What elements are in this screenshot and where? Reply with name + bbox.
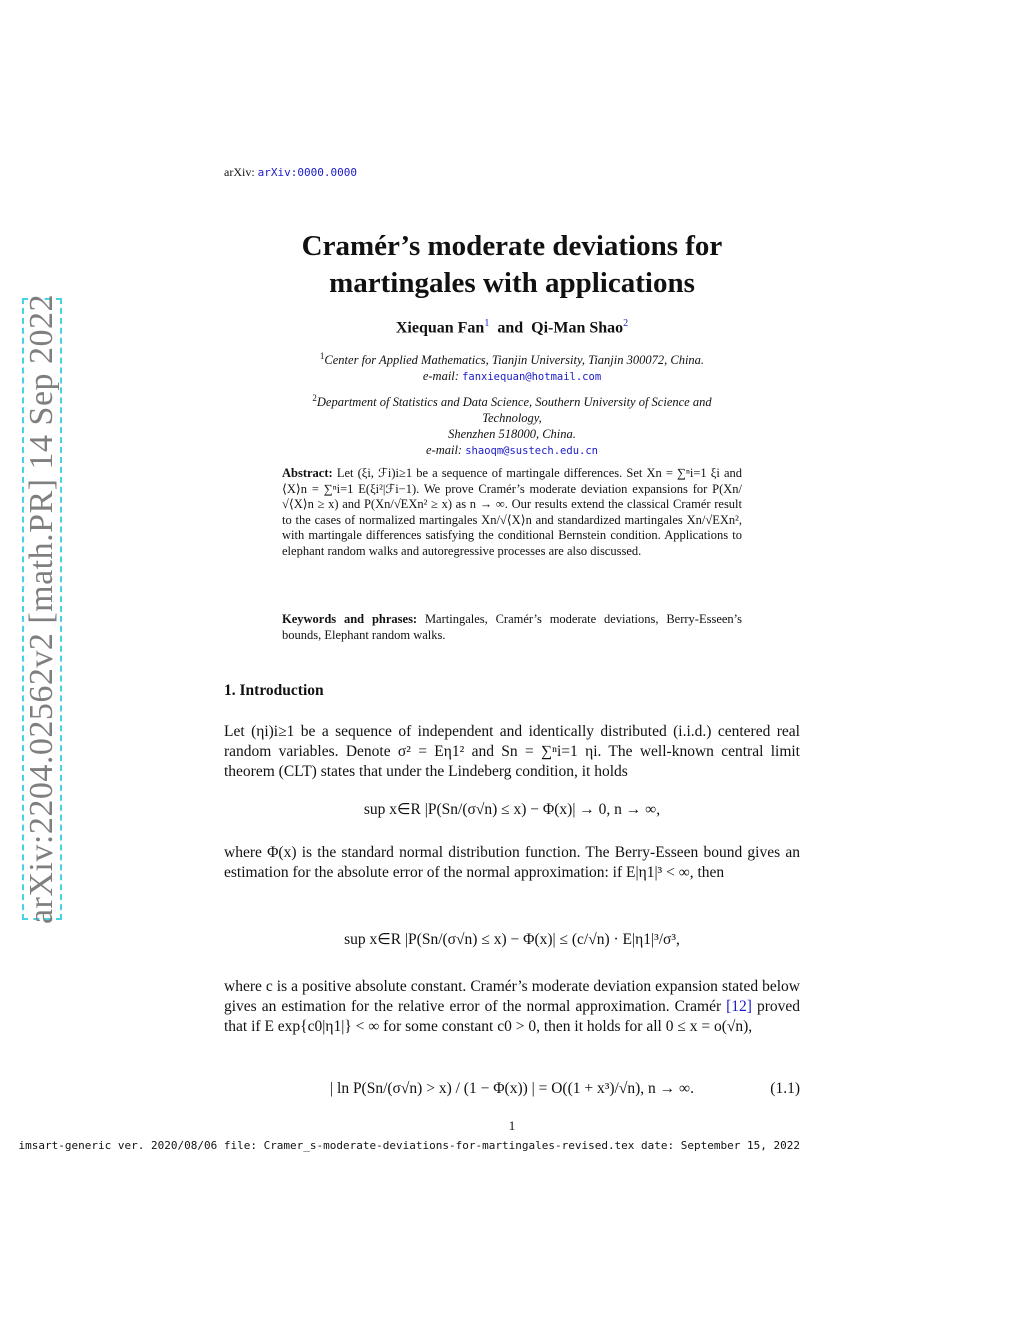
section-heading bbox=[224, 682, 324, 700]
intro-paragraph-3-after: proved that if E exp{c0|η1|} < ∞ for some constant c0 > 0, then it holds for all 0 ≤ x = o(√n), bbox=[224, 998, 801, 1035]
affiliation-1 bbox=[224, 348, 800, 385]
abstract-text: Let (ξi, ℱi)i≥1 be a sequence of martingale differences. Set Xn = ∑ⁿi=1 ξi and ⟨X⟩n = ∑ⁿi=1 E(ξi²|ℱi−1). We prove Cramér’s moderate deviation expansions for P(Xn/√⟨X⟩n ≥ x) and P(Xn/√EXn² ≥ x) as n → ∞. Our results extend the classical Cramér result to the cases of normalized martingales Xn/√⟨X⟩n and standardized martingales Xn/√EXn², with martingale differences satisfying the conditional Bernstein condition. Applications to elephant random walks and autoregressive processes are also discussed. bbox=[282, 466, 742, 558]
author-2: Qi-Man Shao bbox=[531, 319, 624, 337]
equation-cramer-body: | ln P(Sn/(σ√n) > x) / (1 − Φ(x)) | = O((1 + x³)/√n), n → ∞. bbox=[330, 1080, 694, 1097]
author-1-affil-marker[interactable]: 1 bbox=[484, 318, 490, 329]
author-list bbox=[224, 318, 800, 337]
affiliation-2 bbox=[224, 390, 800, 459]
section-title: Introduction bbox=[239, 682, 324, 699]
keywords-text: Martingales, Cramér’s moderate deviations, Berry-Esseen’s bounds, Elephant random walks. bbox=[282, 612, 743, 642]
arxiv-prefix: arXiv: bbox=[224, 165, 255, 179]
page-number: 1 bbox=[508, 1118, 516, 1133]
arxiv-header bbox=[224, 165, 357, 180]
intro-paragraph-2: where Φ(x) is the standard normal distribution function. The Berry-Esseen bound gives an estimation for the absolute error of the normal approximation: if E|η1|³ < ∞, then bbox=[224, 844, 800, 881]
paper-title bbox=[224, 228, 800, 302]
affiliation-1-line-1: Center for Applied Mathematics, Tianjin University, Tianjin 300072, China. bbox=[324, 353, 705, 368]
arxiv-link[interactable]: arXiv:0000.0000 bbox=[257, 166, 357, 179]
section-number: 1. bbox=[224, 682, 236, 699]
affiliation-2-line-3: Shenzhen 518000, China. bbox=[448, 427, 576, 442]
equation-number: (1.1) bbox=[770, 1080, 800, 1097]
intro-paragraph-1: Let (ηi)i≥1 be a sequence of independent and identically distributed (i.i.d.) centered real random variables. Denote σ² = Eη1² and Sn = ∑ⁿi=1 ηi. The well-known central limit theorem (CLT) states that under the Lindeberg condition, it holds bbox=[224, 723, 800, 780]
affiliation-1-marker: 1 bbox=[319, 351, 325, 361]
footer-metadata: imsart-generic ver. 2020/08/06 file: Cramer_s-moderate-deviations-for-martingales-revised.tex date: September 15, 2022 bbox=[18, 1139, 800, 1152]
author-1: Xiequan Fan bbox=[395, 319, 485, 337]
author-2-affil-marker[interactable]: 2 bbox=[623, 318, 629, 329]
affiliation-2-email-label: e-mail: bbox=[426, 443, 463, 458]
affiliation-1-email[interactable]: fanxiequan@hotmail.com bbox=[462, 371, 602, 384]
title-line-2: martingales with applications bbox=[329, 267, 695, 299]
affiliation-2-marker: 2 bbox=[312, 393, 317, 403]
title-line-1: Cramér’s moderate deviations for bbox=[301, 230, 723, 262]
keywords-label: Keywords and phrases: bbox=[282, 612, 418, 626]
equation-cramer bbox=[224, 1080, 800, 1098]
affiliation-2-email[interactable]: shaoqm@sustech.edu.cn bbox=[465, 445, 598, 458]
keywords bbox=[282, 612, 742, 643]
affiliation-2-line-2: Technology, bbox=[482, 411, 542, 426]
arxiv-identifier: arXiv:2204.02562v2 [math.PR] 14 Sep 2022 bbox=[23, 293, 60, 925]
equation-berry-esseen: sup x∈R |P(Sn/(σ√n) ≤ x) − Φ(x)| ≤ (c/√n) · E|η1|³/σ³, bbox=[344, 931, 680, 948]
citation-link[interactable]: [12] bbox=[726, 998, 752, 1015]
affiliation-1-email-label: e-mail: bbox=[422, 369, 459, 384]
author-connector: and bbox=[497, 319, 524, 337]
equation-clt: sup x∈R |P(Sn/(σ√n) ≤ x) − Φ(x)| → 0, n → ∞, bbox=[363, 801, 661, 818]
intro-paragraph-3-before: where c is a positive absolute constant. Cramér’s moderate deviation expansion stated below gives an estimation for the relative error of the normal approximation. Cramér bbox=[224, 978, 800, 1015]
abstract bbox=[282, 466, 742, 560]
arxiv-sidebar-stamp[interactable] bbox=[22, 293, 62, 925]
intro-paragraph-3 bbox=[224, 977, 800, 1037]
abstract-label: Abstract: bbox=[282, 466, 333, 480]
affiliation-2-line-1: Department of Statistics and Data Science, Southern University of Science and bbox=[316, 395, 712, 410]
